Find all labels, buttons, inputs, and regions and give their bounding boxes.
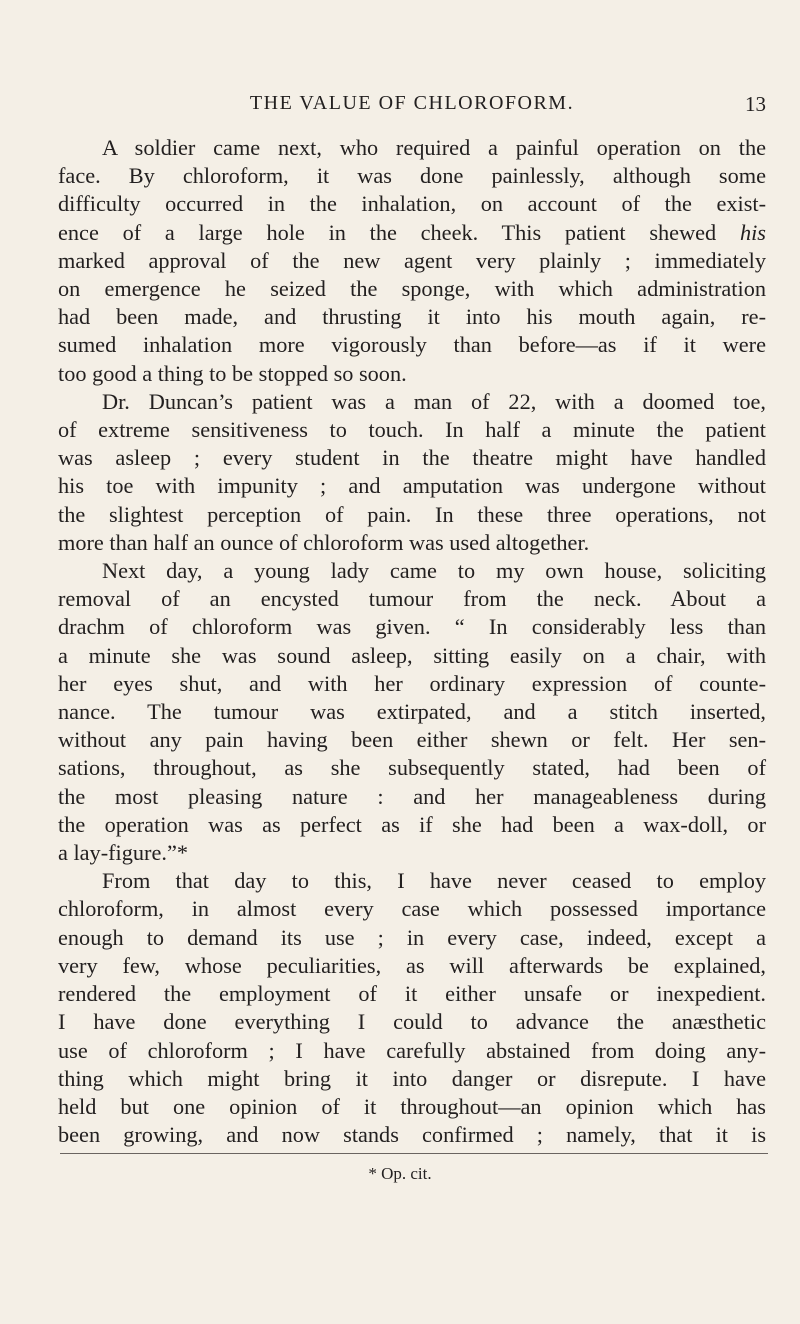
paragraph (58, 388, 766, 557)
text-line: too good a thing to be stopped so soon. (58, 360, 407, 386)
text-line: been growing, and now stands confirmed ; namely, that it is (58, 1122, 766, 1148)
text-line: a minute she was sound asleep, sitting easily on a chair, with (58, 642, 766, 668)
running-title: THE VALUE OF CHLOROFORM. (249, 92, 575, 114)
text-line: on emergence he seized the sponge, with which administration (58, 276, 766, 302)
text-line: a lay-figure.”* (58, 840, 188, 866)
text-line: I have done everything I could to advance the anæsthetic (58, 1009, 766, 1035)
text-line: thing which might bring it into danger or disrepute. I have (58, 1065, 766, 1091)
text-line: ence of a large hole in the cheek. This patient shewed his (58, 219, 766, 245)
text-line: the operation was as perfect as if she had been a wax-doll, or (58, 811, 766, 837)
text-line: her eyes shut, and with her ordinary expression of counte- (58, 670, 766, 696)
text-line: very few, whose peculiarities, as will afterwards be explained, (58, 952, 766, 978)
text-line: had been made, and thrusting it into his mouth again, re- (58, 304, 766, 330)
text-line: difficulty occurred in the inhalation, on account of the exist- (58, 191, 766, 217)
page-number: 13 (745, 92, 766, 116)
footnote-rule (60, 1153, 768, 1154)
text-line: sations, throughout, as she subsequently stated, had been of (58, 755, 766, 781)
text-line: nance. The tumour was extirpated, and a stitch inserted, (58, 699, 766, 725)
text-line: the most pleasing nature : and her manageableness during (58, 783, 766, 809)
text-line: face. By chloroform, it was done painlessly, although some (58, 163, 766, 189)
body-text (58, 134, 766, 1149)
text-line: without any pain having been either shewn or felt. Her sen- (58, 727, 766, 753)
text-line: removal of an encysted tumour from the neck. About a (58, 586, 766, 612)
text-line: drachm of chloroform was given. “ In considerably less than (58, 614, 766, 640)
text-line: marked approval of the new agent very plainly ; immediately (58, 247, 766, 273)
text-line: was asleep ; every student in the theatre might have handled (58, 445, 766, 471)
footnote: * Op. cit. (368, 1164, 432, 1183)
text-line: Next day, a young lady came to my own house, soliciting (102, 558, 766, 584)
text-line: more than half an ounce of chloroform was used altogether. (58, 529, 590, 555)
text-line: From that day to this, I have never ceased to employ (102, 868, 766, 894)
text-line: of extreme sensitiveness to touch. In half a minute the patient (58, 417, 766, 443)
text-line: use of chloroform ; I have carefully abstained from doing any- (58, 1037, 766, 1063)
paragraph (58, 867, 766, 1149)
page-header (58, 92, 766, 122)
text-line: chloroform, in almost every case which possessed importance (58, 896, 766, 922)
text-line: his toe with impunity ; and amputation was undergone without (58, 473, 766, 499)
text-line: the slightest perception of pain. In these three operations, not (58, 501, 766, 527)
text-line: enough to demand its use ; in every case, indeed, except a (58, 924, 766, 950)
paragraph (58, 134, 766, 388)
paragraph (58, 557, 766, 867)
text-line: sumed inhalation more vigorously than before—as if it were (58, 332, 766, 358)
text-line: held but one opinion of it throughout—an opinion which has (58, 1093, 766, 1119)
text-line: A soldier came next, who required a painful operation on the (102, 135, 766, 160)
text-line: Dr. Duncan’s patient was a man of 22, with a doomed toe, (102, 388, 766, 414)
text-line: rendered the employment of it either unsafe or inexpedient. (58, 981, 766, 1007)
